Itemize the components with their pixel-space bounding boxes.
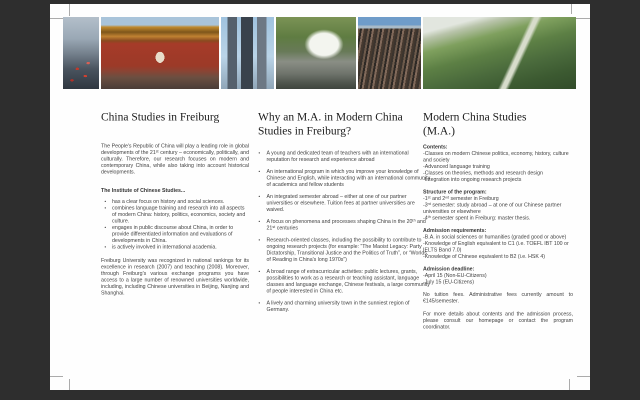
list-item: - Knowledge of Chinese equivalent to B2 (i.e. HSK 4) xyxy=(423,254,573,261)
crop-mark xyxy=(69,4,70,16)
column2-heading: Why an M.A. in Modern China Studies in Freiburg? xyxy=(258,110,403,137)
contents-title: Contents: xyxy=(423,144,448,150)
list-item: - 3ʳᵈ semester: study abroad – at one of our Chinese partner universities or elsewhere xyxy=(423,202,573,215)
photo-strip xyxy=(63,17,576,89)
column1-intro-paragraph: The People's Republic of China will play a leading role in global developments of the 21ˢᵗ century – economically, politically, and culturally. Therefore, our research focuses on modern and contemporary China, while also taking into account historical developments. xyxy=(101,143,249,175)
more-info-note: For more details about contents and the admission process, please consult our homepage or contact the program coordinator. xyxy=(423,311,573,330)
admission-deadline-list xyxy=(423,273,573,286)
column1-heading: China Studies in Freiburg xyxy=(101,110,220,123)
contents-section xyxy=(423,144,573,183)
list-item: - Integration into ongoing research projects xyxy=(423,177,573,184)
admission-deadline-title: Admission deadline: xyxy=(423,266,475,272)
bullet-item: • A focus on phenomena and processes shaping China in the 20ᵗʰ and 21ˢᵗ centuries xyxy=(258,219,432,232)
tiananmen-gate-photo xyxy=(101,17,219,89)
fees-note: No tuition fees. Administrative fees currently amount to €145/semester. xyxy=(423,291,573,304)
bullet-item: • An international program in which you improve your knowledge of Chinese and English, while interacting with an international community of academics and fellow students xyxy=(258,169,432,189)
bullet-item: • A broad range of extracurricular activities: public lectures, grants, possibilities to work as a research or teaching assistant, language classes and language exchange, Chinese festivals, a large community of people interested in China etc. xyxy=(258,269,432,295)
structure-list xyxy=(423,196,573,222)
bullet-item: • has a clear focus on history and social sciences. xyxy=(101,199,249,206)
bullet-item: • A lively and charming university town in the sunniest region of Germany. xyxy=(258,300,432,313)
institute-bullet-list xyxy=(101,199,249,251)
flyer-page xyxy=(50,4,590,390)
bullet-item: • is actively involved in international academia. xyxy=(101,244,249,251)
structure-title: Structure of the program: xyxy=(423,189,487,195)
bullet-item: • combines language training and research into all aspects of modern China: history, politics, economics, society and culture. xyxy=(101,205,249,225)
bullet-item: • A young and dedicated team of teachers with an international reputation for research and experience abroad xyxy=(258,150,432,163)
list-item: - Knowledge of English equivalent to C1 (i.e. TOEFL IBT 100 or IELTS Band 7.0) xyxy=(423,241,573,254)
city-skyline-photo xyxy=(221,17,274,89)
institute-subheading: The Institute of Chinese Studies... xyxy=(101,187,186,194)
bullet-item: • An integrated semester abroad – either at one of our partner universities or elsewhere. Tuition fees at partner universities are waived. xyxy=(258,194,432,214)
garden-pavilion-photo xyxy=(276,17,356,89)
why-ma-bullet-list xyxy=(258,150,432,313)
admission-requirements-section xyxy=(423,228,573,261)
bullet-item: • engages in public discourse about China, in order to provide differentiated information and evaluations of developments in China. xyxy=(101,225,249,245)
crop-mark xyxy=(571,4,572,14)
crop-mark xyxy=(575,18,590,19)
student-crowd-photo xyxy=(358,17,421,89)
list-item: - 1ˢᵗ and 2ⁿᵈ semester in Freiburg xyxy=(423,196,573,203)
list-item: - Classes on theories, methods and research design xyxy=(423,170,573,177)
column1-ranking-paragraph: Freiburg University was recognized in national rankings for its excellence in research (2007) and teaching (2008). Moreover, through Freiburg's various exchange programs you have access to a large number of renowned universities worldwide, including, including Chinese universities in Beijing, Nanjing and Shanghai. xyxy=(101,257,249,296)
beijing-traffic-photo xyxy=(63,17,99,89)
admission-requirements-title: Admission requirements: xyxy=(423,227,487,234)
list-item: - Classes on modern Chinese politics, economy, history, culture and society xyxy=(423,151,573,164)
admission-deadline-section xyxy=(423,266,573,286)
bullet-item: • Research-oriented classes, including the possibility to contribute to ongoing research projects (for example: “The Maoist Legacy: Party Dictatorship, Transitional Justice and the Politics of Truth”, or “Worlds of Reading in China's long 1970s”) xyxy=(258,237,432,263)
list-item: - April 15 (Non-EU-Citizens) xyxy=(423,273,573,280)
structure-section xyxy=(423,189,573,222)
crop-mark xyxy=(69,379,70,390)
crop-mark xyxy=(50,376,63,377)
list-item: - B.A. in social sciences or humanities (graded good or above) xyxy=(423,234,573,241)
contents-list xyxy=(423,151,573,184)
great-wall-photo xyxy=(423,17,576,89)
list-item: - July 15 (EU-Citizens) xyxy=(423,279,573,286)
admission-requirements-list xyxy=(423,234,573,260)
column3-heading: Modern China Studies (M.A.) xyxy=(423,110,527,137)
list-item: - 4ᵗʰ semester spent in Freiburg: master thesis. xyxy=(423,215,573,222)
list-item: - Advanced language training xyxy=(423,164,573,171)
crop-mark xyxy=(50,18,63,19)
column-program-facts xyxy=(423,110,590,390)
